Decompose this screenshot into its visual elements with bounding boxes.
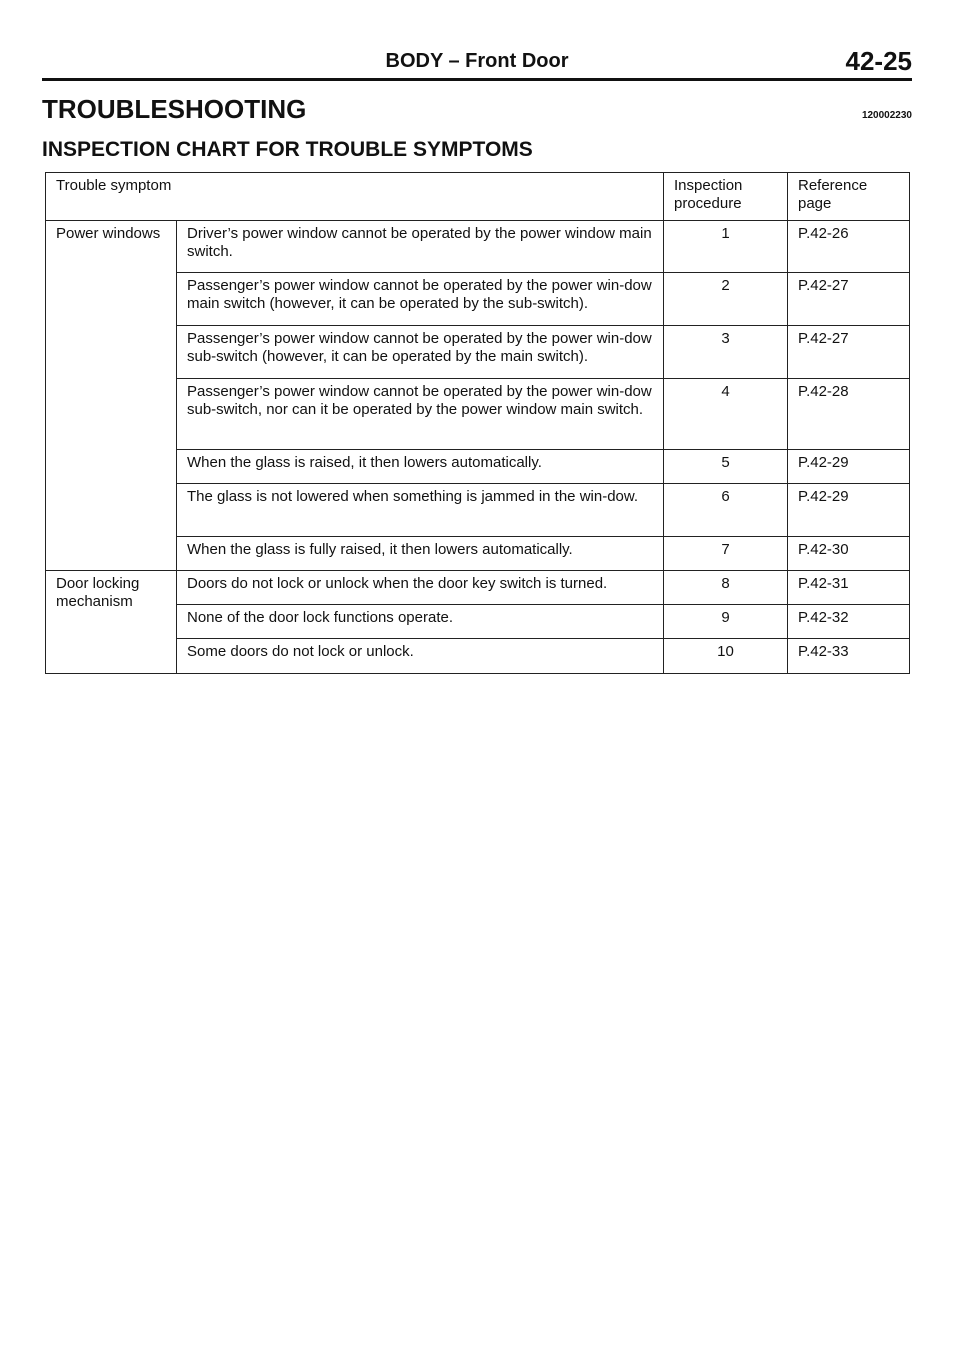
trouble-symptom-table (45, 172, 910, 674)
procedure-cell: 4 (664, 379, 788, 450)
reference-page-cell: P.42-31 (788, 571, 910, 605)
symptom-cell: Some doors do not lock or unlock. (177, 639, 664, 674)
procedure-cell: 3 (664, 326, 788, 379)
symptom-cell: None of the door lock functions operate. (177, 605, 664, 639)
page-header (42, 48, 912, 81)
reference-page-cell: P.42-33 (788, 639, 910, 674)
reference-page-cell: P.42-30 (788, 537, 910, 571)
table-row (46, 571, 910, 605)
reference-page-cell: P.42-26 (788, 221, 910, 273)
procedure-cell: 5 (664, 450, 788, 484)
symptom-cell: Passenger’s power window cannot be operated by the power win-dow sub-switch (however, it can be operated by the main switch). (177, 326, 664, 379)
procedure-cell: 7 (664, 537, 788, 571)
procedure-cell: 8 (664, 571, 788, 605)
symptom-cell: Passenger’s power window cannot be operated by the power win-dow main switch (however, it can be operated by the sub-switch). (177, 273, 664, 326)
symptom-cell: When the glass is fully raised, it then lowers automatically. (177, 537, 664, 571)
symptom-cell: Driver’s power window cannot be operated by the power window main switch. (177, 221, 664, 273)
section-label: BODY – Front Door (385, 50, 569, 72)
page-number: 42-25 (845, 46, 912, 76)
table-row (46, 221, 910, 273)
symptom-cell: The glass is not lowered when something is jammed in the win-dow. (177, 484, 664, 537)
reference-page-cell: P.42-27 (788, 326, 910, 379)
symptom-cell: Doors do not lock or unlock when the door key switch is turned. (177, 571, 664, 605)
reference-page-cell: P.42-29 (788, 450, 910, 484)
header-inspection-procedure: Inspection procedure (664, 173, 788, 221)
procedure-cell: 6 (664, 484, 788, 537)
document-code: 120002230 (861, 110, 912, 121)
reference-page-cell: P.42-29 (788, 484, 910, 537)
group-label-power-windows: Power windows (46, 221, 177, 571)
group-label-door-locking: Door locking mechanism (46, 571, 177, 674)
reference-page-cell: P.42-28 (788, 379, 910, 450)
procedure-cell: 9 (664, 605, 788, 639)
reference-page-cell: P.42-32 (788, 605, 910, 639)
header-reference-page: Reference page (788, 173, 910, 221)
reference-page-cell: P.42-27 (788, 273, 910, 326)
procedure-cell: 2 (664, 273, 788, 326)
header-trouble-symptom: Trouble symptom (46, 173, 664, 221)
symptom-cell: When the glass is raised, it then lowers automatically. (177, 450, 664, 484)
symptom-cell: Passenger’s power window cannot be operated by the power win-dow sub-switch, nor can it be operated by the power window main switch. (177, 379, 664, 450)
table-header-row (46, 173, 910, 221)
procedure-cell: 10 (664, 639, 788, 674)
procedure-cell: 1 (664, 221, 788, 273)
chart-subtitle: INSPECTION CHART FOR TROUBLE SYMPTOMS (42, 138, 533, 161)
page-title: TROUBLESHOOTING (42, 94, 307, 124)
